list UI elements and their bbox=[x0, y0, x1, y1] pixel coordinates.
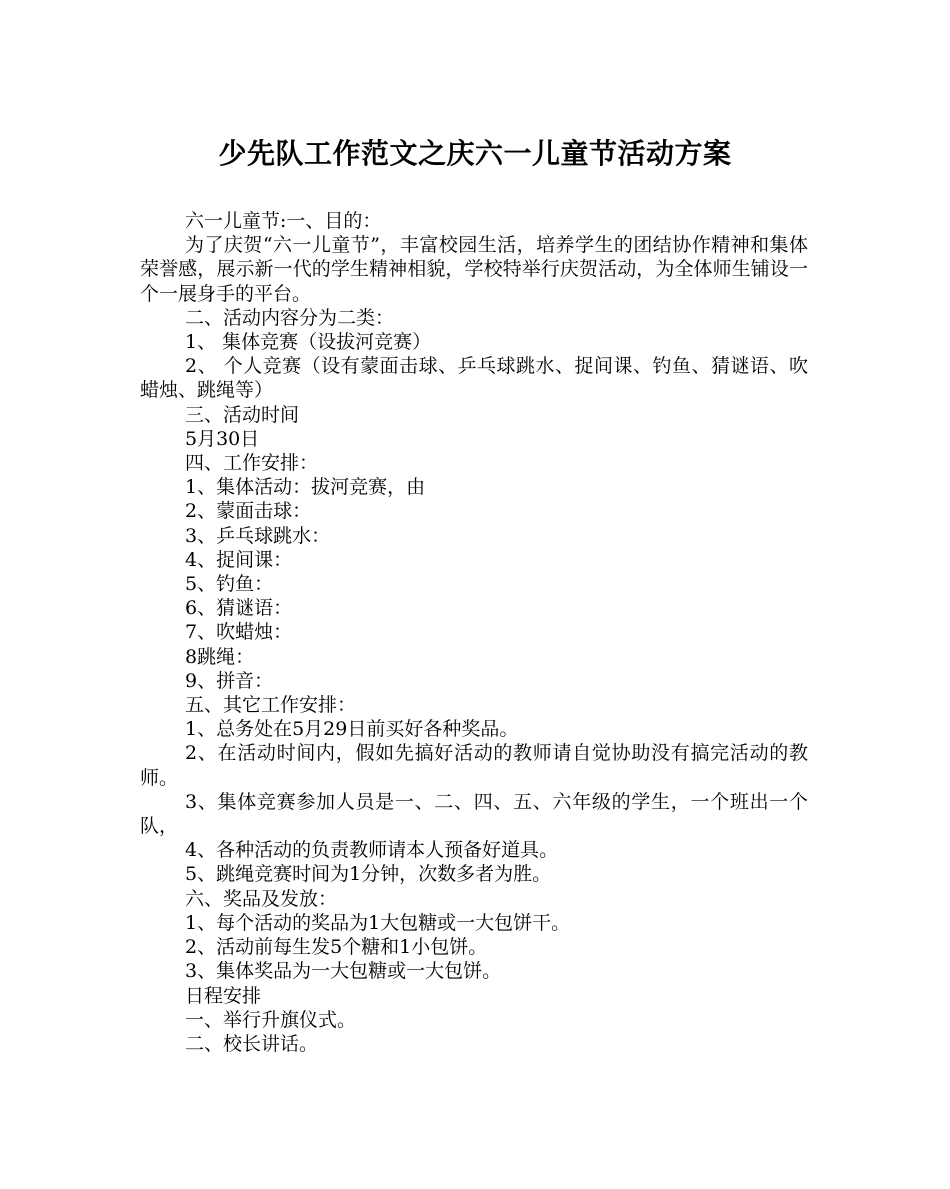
paragraph-schedule-heading: 日程安排 bbox=[185, 984, 262, 1007]
paragraph-schedule-item: 二、校长讲话。 bbox=[185, 1032, 319, 1055]
paragraph-date: 5月30日 bbox=[185, 427, 260, 450]
paragraph-other-item: 1、总务处在5月29日前买好各种奖品。 bbox=[185, 718, 519, 741]
paragraph-arrangement-item: 6、猜谜语： bbox=[185, 597, 293, 620]
paragraph-arrangement-item: 2、蒙面击球： bbox=[185, 500, 312, 523]
paragraph-arrangement-item: 3、乒乓球跳水： bbox=[185, 524, 331, 547]
paragraph-arrangement-item: 8跳绳： bbox=[185, 645, 255, 668]
paragraph-arrangement-item: 9、拼音： bbox=[185, 669, 274, 692]
paragraph-other-item: 4、各种活动的负责教师请本人预备好道具。 bbox=[185, 839, 559, 862]
document-body bbox=[140, 209, 808, 1056]
paragraph-other-item: 2、在活动时间内，假如先搞好活动的教师请自觉协助没有搞完活动的教师。 bbox=[140, 742, 808, 789]
paragraph-arrangement-item: 1、集体活动：拔河竞赛，由 bbox=[185, 476, 426, 499]
paragraph-prize-item: 3、集体奖品为一大包糖或一大包饼。 bbox=[185, 960, 502, 983]
paragraph-other-heading: 五、其它工作安排： bbox=[185, 694, 357, 717]
document-title: 少先队工作范文之庆六一儿童节活动方案 bbox=[218, 137, 732, 170]
paragraph-content-item: 1、 集体竞赛（设拔河竞赛） bbox=[185, 331, 432, 354]
paragraph-arrangement-item: 4、捉间课： bbox=[185, 548, 293, 571]
paragraph-arrangement-heading: 四、工作安排： bbox=[185, 452, 319, 475]
paragraph-other-item: 3、集体竞赛参加人员是一、二、四、五、六年级的学生，一个班出一个队， bbox=[140, 790, 808, 838]
paragraph-time-heading: 三、活动时间 bbox=[185, 403, 300, 426]
paragraph-content-heading: 二、活动内容分为二类： bbox=[185, 306, 395, 329]
paragraph-prize-item: 1、每个活动的奖品为1大包糖或一大包饼干。 bbox=[185, 911, 571, 934]
paragraph-prize-item: 2、活动前每生发5个糖和1小包饼。 bbox=[185, 936, 488, 959]
paragraph-purpose: 为了庆贺“六一儿童节”，丰富校园生活，培养学生的团结协作精神和集体荣誉感，展示新一代的学生精神相貌，学校特举行庆贺活动，为全体师生铺设一个一展身手的平台。 bbox=[140, 234, 808, 305]
paragraph-other-item: 5、跳绳竞赛时间为1分钟，次数多者为胜。 bbox=[185, 863, 552, 886]
paragraph-arrangement-item: 7、吹蜡烛： bbox=[185, 621, 293, 644]
paragraph-intro-heading: 六一儿童节:一、目的： bbox=[185, 210, 382, 232]
paragraph-arrangement-item: 5、钓鱼： bbox=[185, 573, 274, 596]
paragraph-content-item: 2、 个人竞赛（设有蒙面击球、乒乓球跳水、捉间课、钓鱼、猜谜语、吹蜡烛、跳绳等） bbox=[140, 355, 808, 402]
paragraph-prize-heading: 六、奖品及发放： bbox=[185, 887, 338, 910]
paragraph-schedule-item: 一、举行升旗仪式。 bbox=[185, 1008, 357, 1031]
